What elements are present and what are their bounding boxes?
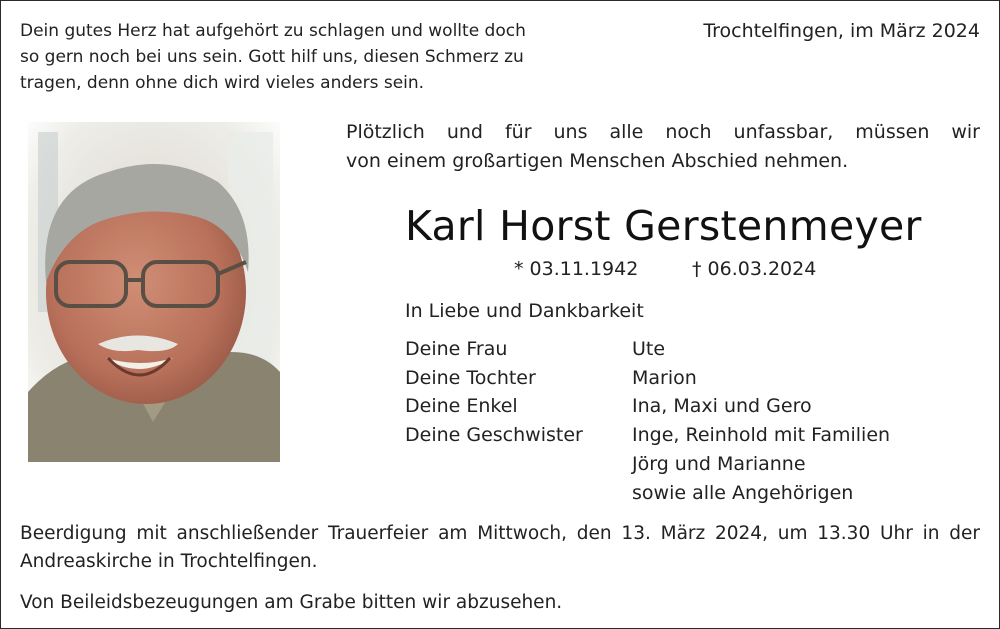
mourner-relation: Deine Enkel: [405, 395, 518, 418]
dedication: In Liebe und Dankbarkeit: [405, 300, 644, 322]
place-and-date: Trochtelfingen, im März 2024: [703, 20, 980, 42]
condolence-note: Von Beileidsbezeugungen am Grabe bitten wir abzusehen.: [20, 592, 563, 613]
mourner-relation: [405, 479, 632, 508]
verse-line: tragen, denn ohne dich wird vieles anders sein.: [20, 73, 425, 93]
funeral-line: Beerdigung mit anschließender Trauerfeier am Mittwoch, den 13. März 2024, um 13.30 Uhr in der: [20, 523, 980, 544]
mourner-names: Inge, Reinhold mit Familien: [632, 424, 891, 447]
mourner-relation: [405, 450, 632, 479]
mourner-row: [405, 364, 890, 393]
portrait-photo: [28, 122, 280, 462]
mourner-relation: Deine Tochter: [405, 366, 536, 389]
mourner-names: Jörg und Marianne: [632, 452, 806, 475]
mourner-names: Ina, Maxi und Gero: [632, 395, 812, 418]
mourner-row: [405, 479, 890, 508]
birth-date: * 03.11.1942: [514, 258, 639, 280]
announcement-line: von einem großartigen Menschen Abschied nehmen.: [346, 150, 849, 172]
mourner-names: Ute: [632, 338, 666, 360]
portrait-illustration: [28, 122, 280, 462]
mourner-row: [405, 450, 890, 479]
mourner-relation: Deine Frau: [405, 338, 508, 360]
announcement-text: [346, 118, 980, 176]
mourner-row: [405, 392, 890, 421]
death-date: † 06.03.2024: [692, 258, 817, 280]
mourner-names: Marion: [632, 366, 697, 389]
mourner-row: [405, 421, 890, 450]
mourner-names: sowie alle Angehörigen: [632, 481, 854, 504]
mourner-relation: Deine Geschwister: [405, 424, 583, 447]
memorial-verse: [20, 18, 580, 96]
mourner-row: [405, 335, 890, 364]
funeral-details: [20, 520, 980, 576]
mourners-list: [405, 335, 890, 507]
verse-line: so gern noch bei uns sein. Gott hilf uns, diesen Schmerz zu: [20, 47, 524, 67]
funeral-line: Andreaskirche in Trochtelfingen.: [20, 551, 318, 572]
verse-line: Dein gutes Herz hat aufgehört zu schlagen und wollte doch: [20, 21, 526, 41]
announcement-line: Plötzlich und für uns alle noch unfassbar, müssen wir: [346, 121, 980, 143]
deceased-name: Karl Horst Gerstenmeyer: [405, 202, 922, 250]
